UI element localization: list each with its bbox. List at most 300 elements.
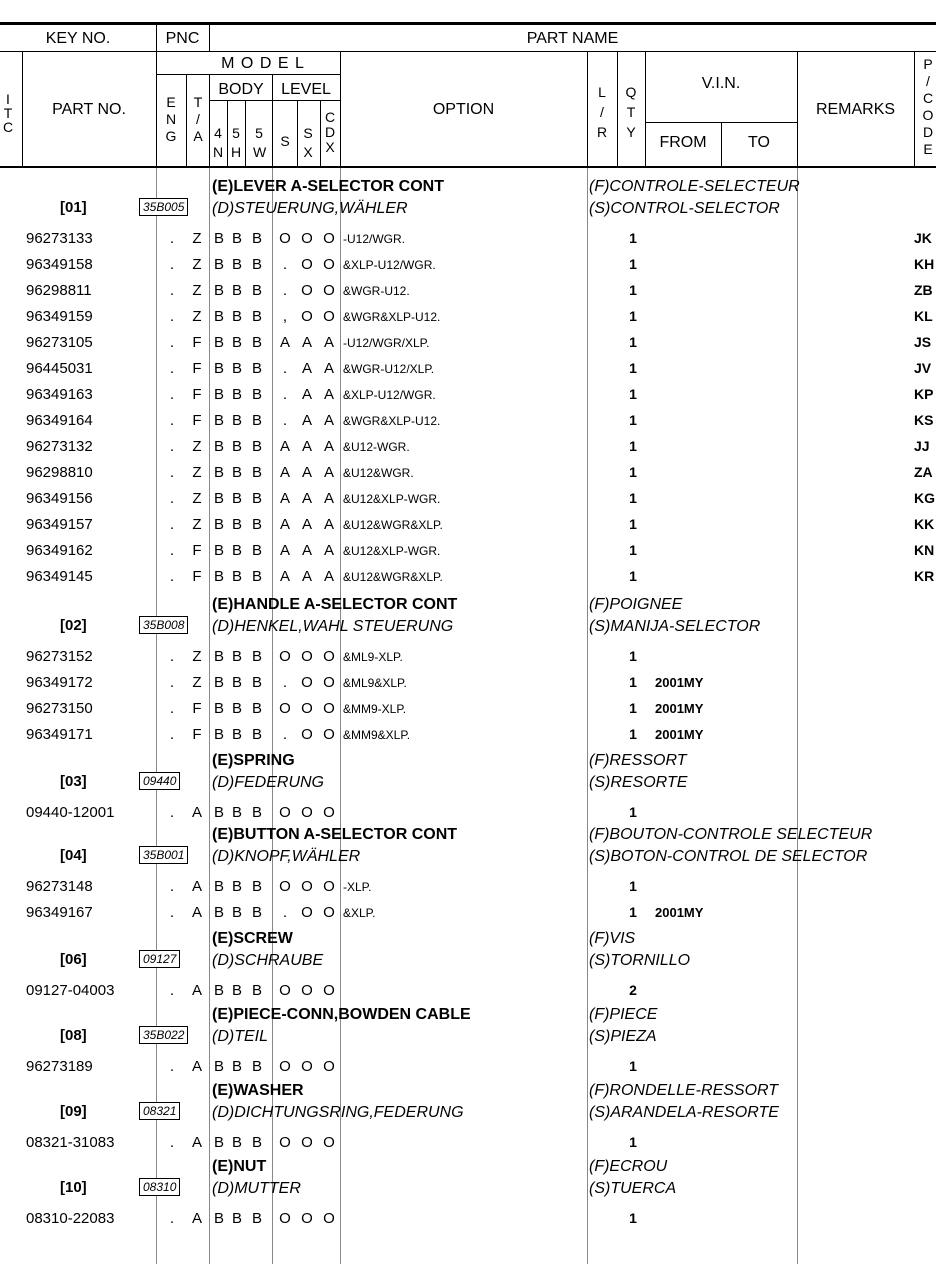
body-code: B bbox=[213, 674, 224, 691]
level-code: O bbox=[279, 700, 291, 717]
header-lr: L / R bbox=[596, 84, 608, 140]
part-code: JS bbox=[914, 334, 932, 350]
part-name-spanish: (S)PIEZA bbox=[589, 1028, 657, 1045]
part-name-english: (E)SCREW bbox=[212, 930, 293, 947]
level-code: A bbox=[323, 334, 334, 351]
body-code: B bbox=[251, 490, 262, 507]
eng-dot: . bbox=[169, 412, 175, 429]
part-code: JJ bbox=[914, 438, 930, 454]
option-code: &ML9&XLP. bbox=[343, 676, 407, 690]
body-code: B bbox=[231, 674, 242, 691]
transmission-code: Z bbox=[192, 648, 202, 665]
body-code: B bbox=[251, 308, 262, 325]
part-name-spanish: (S)ARANDELA-RESORTE bbox=[589, 1104, 779, 1121]
part-number: 96349157 bbox=[26, 516, 93, 533]
quantity: 1 bbox=[629, 804, 637, 820]
pnc-box: 35B001 bbox=[139, 846, 188, 864]
level-code: A bbox=[323, 490, 334, 507]
part-name-spanish: (S)BOTON-CONTROL DE SELECTOR bbox=[589, 848, 868, 865]
part-number: 96349171 bbox=[26, 726, 93, 743]
part-name-french: (F)RONDELLE-RESSORT bbox=[589, 1082, 779, 1099]
col-line-eng bbox=[186, 74, 187, 167]
level-code: O bbox=[323, 804, 335, 821]
part-code: JK bbox=[914, 230, 932, 246]
level-code: O bbox=[279, 878, 291, 895]
quantity: 1 bbox=[629, 360, 637, 376]
pnc-box: 08321 bbox=[139, 1102, 180, 1120]
part-name-german: (D)FEDERUNG bbox=[212, 774, 324, 791]
level-code: O bbox=[323, 726, 335, 743]
part-name-english: (E)WASHER bbox=[212, 1082, 304, 1099]
part-name-spanish: (S)RESORTE bbox=[589, 774, 688, 791]
body-code: B bbox=[213, 412, 224, 429]
transmission-code: A bbox=[191, 982, 202, 999]
quantity: 1 bbox=[629, 490, 637, 506]
part-name-german: (D)KNOPF,WÄHLER bbox=[212, 848, 361, 865]
level-code: O bbox=[323, 282, 335, 299]
eng-dot: . bbox=[169, 878, 175, 895]
eng-dot: . bbox=[169, 648, 175, 665]
level-code: O bbox=[323, 982, 335, 999]
key-number: [09] bbox=[60, 1103, 87, 1120]
body-code: B bbox=[251, 904, 262, 921]
level-code: O bbox=[301, 982, 313, 999]
body-code: B bbox=[231, 282, 242, 299]
level-code: O bbox=[301, 904, 313, 921]
part-code: KG bbox=[914, 490, 935, 506]
body-code: B bbox=[231, 568, 242, 585]
part-name-french: (F)CONTROLE-SELECTEUR bbox=[589, 178, 800, 195]
quantity: 1 bbox=[629, 878, 637, 894]
level-code: O bbox=[279, 804, 291, 821]
part-number: 09440-12001 bbox=[26, 804, 115, 821]
part-name-german: (D)TEIL bbox=[212, 1028, 268, 1045]
level-code: A bbox=[301, 386, 312, 403]
level-code: A bbox=[279, 542, 290, 559]
part-number: 08310-22083 bbox=[26, 1210, 115, 1227]
part-number: 96349158 bbox=[26, 256, 93, 273]
body-code: B bbox=[231, 904, 242, 921]
eng-dot: . bbox=[169, 674, 175, 691]
header-body-5h: 5 H bbox=[230, 125, 242, 160]
level-code: A bbox=[301, 542, 312, 559]
body-code: B bbox=[231, 490, 242, 507]
body-code: B bbox=[213, 282, 224, 299]
level-code: O bbox=[323, 1210, 335, 1227]
eng-dot: . bbox=[169, 256, 175, 273]
quantity: 1 bbox=[629, 904, 637, 920]
level-code: O bbox=[301, 230, 313, 247]
part-number: 96298811 bbox=[26, 282, 92, 299]
quantity: 1 bbox=[629, 308, 637, 324]
eng-dot: . bbox=[169, 490, 175, 507]
rule-model-1 bbox=[156, 74, 340, 75]
transmission-code: Z bbox=[192, 674, 202, 691]
part-code: ZA bbox=[914, 464, 933, 480]
header-level-cdx: C D X bbox=[324, 109, 336, 155]
level-code: A bbox=[323, 464, 334, 481]
key-number: [02] bbox=[60, 617, 87, 634]
level-code: A bbox=[279, 516, 290, 533]
level-code: O bbox=[279, 1134, 291, 1151]
body-code: B bbox=[231, 982, 242, 999]
level-code: A bbox=[279, 490, 290, 507]
part-name-german: (D)SCHRAUBE bbox=[212, 952, 324, 969]
quantity: 1 bbox=[629, 700, 637, 716]
level-code: A bbox=[301, 360, 312, 377]
transmission-code: A bbox=[191, 904, 202, 921]
part-name-french: (F)BOUTON-CONTROLE SELECTEUR bbox=[589, 826, 873, 843]
option-code: &WGR&XLP-U12. bbox=[343, 414, 441, 428]
transmission-code: A bbox=[191, 1058, 202, 1075]
part-code: ZB bbox=[914, 282, 933, 298]
transmission-code: F bbox=[192, 726, 202, 743]
level-code: O bbox=[323, 256, 335, 273]
level-code: A bbox=[301, 516, 312, 533]
option-code: &U12&XLP-WGR. bbox=[343, 492, 441, 506]
transmission-code: F bbox=[192, 412, 202, 429]
body-code: B bbox=[251, 1134, 262, 1151]
eng-dot: . bbox=[169, 438, 175, 455]
body-code: B bbox=[251, 1210, 262, 1227]
eng-dot: . bbox=[169, 568, 175, 585]
quantity: 1 bbox=[629, 230, 637, 246]
level-code: O bbox=[279, 982, 291, 999]
part-number: 96273105 bbox=[26, 334, 93, 351]
body-code: B bbox=[213, 982, 224, 999]
level-code: O bbox=[301, 648, 313, 665]
part-code: KL bbox=[914, 308, 933, 324]
level-code: O bbox=[323, 1058, 335, 1075]
eng-dot: . bbox=[169, 308, 175, 325]
level-code: O bbox=[279, 648, 291, 665]
quantity: 1 bbox=[629, 542, 637, 558]
body-code: B bbox=[231, 804, 242, 821]
body-code: B bbox=[213, 1058, 224, 1075]
header-level: LEVEL bbox=[281, 81, 331, 98]
level-code: A bbox=[323, 438, 334, 455]
part-name-english: (E)PIECE-CONN,BOWDEN CABLE bbox=[212, 1006, 471, 1023]
transmission-code: F bbox=[192, 386, 202, 403]
level-code: . bbox=[282, 726, 288, 743]
eng-dot: . bbox=[169, 804, 175, 821]
body-code: B bbox=[231, 412, 242, 429]
header-level-s: S bbox=[280, 133, 290, 149]
transmission-code: F bbox=[192, 334, 202, 351]
level-code: A bbox=[301, 464, 312, 481]
part-number: 08321-31083 bbox=[26, 1134, 115, 1151]
option-code: &U12&WGR&XLP. bbox=[343, 570, 443, 584]
col-line-pcode bbox=[914, 51, 915, 167]
eng-dot: . bbox=[169, 282, 175, 299]
part-number: 96349159 bbox=[26, 308, 93, 325]
level-code: A bbox=[301, 568, 312, 585]
body-line-lr bbox=[587, 168, 588, 1264]
transmission-code: A bbox=[191, 804, 202, 821]
option-code: &XLP-U12/WGR. bbox=[343, 258, 436, 272]
quantity: 1 bbox=[629, 438, 637, 454]
body-code: B bbox=[251, 982, 262, 999]
body-code: B bbox=[231, 438, 242, 455]
option-code: &WGR-U12. bbox=[343, 284, 410, 298]
key-number: [04] bbox=[60, 847, 87, 864]
body-code: B bbox=[251, 648, 262, 665]
quantity: 1 bbox=[629, 412, 637, 428]
level-code: A bbox=[323, 542, 334, 559]
key-number: [10] bbox=[60, 1179, 87, 1196]
transmission-code: F bbox=[192, 542, 202, 559]
quantity: 1 bbox=[629, 334, 637, 350]
part-name-french: (F)POIGNEE bbox=[589, 596, 683, 613]
part-name-german: (D)DICHTUNGSRING,FEDERUNG bbox=[212, 1104, 464, 1121]
body-code: B bbox=[231, 230, 242, 247]
part-number: 96445031 bbox=[26, 360, 93, 377]
level-code: O bbox=[323, 230, 335, 247]
transmission-code: F bbox=[192, 568, 202, 585]
vin-from: 2001MY bbox=[655, 727, 704, 742]
level-code: O bbox=[301, 1058, 313, 1075]
body-code: B bbox=[213, 878, 224, 895]
body-code: B bbox=[213, 334, 224, 351]
body-code: B bbox=[251, 804, 262, 821]
transmission-code: A bbox=[191, 878, 202, 895]
level-code: A bbox=[301, 334, 312, 351]
header-body-4n: 4 N bbox=[212, 125, 224, 160]
part-name-german: (D)HENKEL,WAHL STEUERUNG bbox=[212, 618, 454, 635]
body-code: B bbox=[213, 542, 224, 559]
part-number: 96349145 bbox=[26, 568, 93, 585]
body-code: B bbox=[251, 878, 262, 895]
part-name-english: (E)SPRING bbox=[212, 752, 295, 769]
header-option: OPTION bbox=[432, 101, 495, 118]
body-code: B bbox=[231, 386, 242, 403]
header-vin: V.I.N. bbox=[701, 75, 741, 92]
quantity: 2 bbox=[629, 982, 637, 998]
header-ta: T / A bbox=[193, 94, 203, 144]
col-line-body-2 bbox=[245, 100, 246, 167]
option-code: &WGR-U12/XLP. bbox=[343, 362, 435, 376]
header-eng: E N G bbox=[165, 94, 177, 144]
body-code: B bbox=[251, 464, 262, 481]
body-code: B bbox=[251, 516, 262, 533]
level-code: O bbox=[323, 904, 335, 921]
option-code: -U12/WGR. bbox=[343, 232, 406, 246]
quantity: 1 bbox=[629, 1134, 637, 1150]
transmission-code: Z bbox=[192, 256, 202, 273]
rule-header-bottom bbox=[0, 166, 936, 168]
part-number: 96349162 bbox=[26, 542, 93, 559]
body-code: B bbox=[213, 726, 224, 743]
part-name-english: (E)NUT bbox=[212, 1158, 267, 1175]
quantity: 1 bbox=[629, 282, 637, 298]
body-line-level bbox=[340, 168, 341, 1264]
transmission-code: Z bbox=[192, 516, 202, 533]
level-code: . bbox=[282, 904, 288, 921]
level-code: O bbox=[323, 1134, 335, 1151]
pnc-box: 08310 bbox=[139, 1178, 180, 1196]
transmission-code: Z bbox=[192, 490, 202, 507]
body-code: B bbox=[231, 1134, 242, 1151]
part-code: KH bbox=[914, 256, 935, 272]
body-code: B bbox=[251, 438, 262, 455]
part-name-spanish: (S)MANIJA-SELECTOR bbox=[589, 618, 761, 635]
part-number: 96349156 bbox=[26, 490, 93, 507]
col-line-level-1 bbox=[297, 100, 298, 167]
option-code: &ML9-XLP. bbox=[343, 650, 403, 664]
header-body-5w: 5 W bbox=[253, 125, 267, 160]
option-code: &U12&WGR&XLP. bbox=[343, 518, 443, 532]
body-code: B bbox=[213, 516, 224, 533]
part-name-spanish: (S)TORNILLO bbox=[589, 952, 691, 969]
body-line-eng bbox=[209, 168, 210, 1264]
header-remarks: REMARKS bbox=[815, 101, 896, 118]
body-code: B bbox=[213, 700, 224, 717]
body-code: B bbox=[251, 542, 262, 559]
part-code: KP bbox=[914, 386, 934, 402]
pnc-box: 09127 bbox=[139, 950, 180, 968]
option-code: &U12-WGR. bbox=[343, 440, 410, 454]
transmission-code: A bbox=[191, 1210, 202, 1227]
eng-dot: . bbox=[169, 516, 175, 533]
body-code: B bbox=[231, 878, 242, 895]
part-name-german: (D)MUTTER bbox=[212, 1180, 301, 1197]
body-code: B bbox=[213, 568, 224, 585]
body-code: B bbox=[213, 464, 224, 481]
body-code: B bbox=[213, 904, 224, 921]
level-code: O bbox=[301, 700, 313, 717]
transmission-code: Z bbox=[192, 282, 202, 299]
eng-dot: . bbox=[169, 1210, 175, 1227]
body-code: B bbox=[231, 256, 242, 273]
option-code: &WGR&XLP-U12. bbox=[343, 310, 441, 324]
part-number: 96349164 bbox=[26, 412, 93, 429]
body-code: B bbox=[213, 360, 224, 377]
part-name-english: (E)LEVER A-SELECTOR CONT bbox=[212, 178, 445, 195]
transmission-code: Z bbox=[192, 438, 202, 455]
transmission-code: A bbox=[191, 1134, 202, 1151]
part-number: 96273148 bbox=[26, 878, 93, 895]
level-code: A bbox=[323, 568, 334, 585]
eng-dot: . bbox=[169, 386, 175, 403]
quantity: 1 bbox=[629, 1058, 637, 1074]
eng-dot: . bbox=[169, 230, 175, 247]
key-number: [01] bbox=[60, 199, 87, 216]
body-code: B bbox=[251, 360, 262, 377]
level-code: A bbox=[323, 386, 334, 403]
part-name-french: (F)PIECE bbox=[589, 1006, 658, 1023]
transmission-code: Z bbox=[192, 308, 202, 325]
quantity: 1 bbox=[629, 568, 637, 584]
col-line-body-1 bbox=[227, 100, 228, 167]
quantity: 1 bbox=[629, 726, 637, 742]
quantity: 1 bbox=[629, 256, 637, 272]
level-code: O bbox=[301, 1134, 313, 1151]
header-body: BODY bbox=[218, 81, 264, 98]
level-code: A bbox=[279, 568, 290, 585]
part-number: 96349167 bbox=[26, 904, 93, 921]
transmission-code: Z bbox=[192, 464, 202, 481]
body-code: B bbox=[231, 726, 242, 743]
level-code: O bbox=[301, 256, 313, 273]
col-line-lr bbox=[587, 51, 588, 167]
body-code: B bbox=[251, 412, 262, 429]
eng-dot: . bbox=[169, 1058, 175, 1075]
col-line-level-2 bbox=[320, 100, 321, 167]
body-code: B bbox=[231, 648, 242, 665]
body-code: B bbox=[213, 386, 224, 403]
vin-from: 2001MY bbox=[655, 905, 704, 920]
level-code: O bbox=[301, 674, 313, 691]
eng-dot: . bbox=[169, 360, 175, 377]
quantity: 1 bbox=[629, 674, 637, 690]
body-code: B bbox=[251, 256, 262, 273]
level-code: A bbox=[323, 412, 334, 429]
level-code: . bbox=[282, 282, 288, 299]
level-code: O bbox=[301, 308, 313, 325]
level-code: . bbox=[282, 386, 288, 403]
body-code: B bbox=[231, 1058, 242, 1075]
body-code: B bbox=[251, 230, 262, 247]
option-code: &XLP. bbox=[343, 906, 376, 920]
part-code: KR bbox=[914, 568, 935, 584]
pnc-box: 35B008 bbox=[139, 616, 188, 634]
key-number: [06] bbox=[60, 951, 87, 968]
level-code: A bbox=[301, 438, 312, 455]
level-code: A bbox=[301, 490, 312, 507]
body-code: B bbox=[251, 674, 262, 691]
header-pnc: PNC bbox=[165, 30, 200, 47]
part-name-english: (E)BUTTON A-SELECTOR CONT bbox=[212, 826, 458, 843]
body-code: B bbox=[251, 726, 262, 743]
level-code: O bbox=[301, 878, 313, 895]
body-code: B bbox=[231, 542, 242, 559]
part-name-spanish: (S)CONTROL-SELECTOR bbox=[589, 200, 780, 217]
level-code: O bbox=[323, 878, 335, 895]
level-code: O bbox=[279, 230, 291, 247]
eng-dot: . bbox=[169, 464, 175, 481]
eng-dot: . bbox=[169, 904, 175, 921]
part-name-german: (D)STEUERUNG,WÄHLER bbox=[212, 200, 408, 217]
body-code: B bbox=[213, 1210, 224, 1227]
body-code: B bbox=[213, 256, 224, 273]
option-code: &MM9&XLP. bbox=[343, 728, 411, 742]
rule-header-1 bbox=[0, 51, 936, 52]
transmission-code: Z bbox=[192, 230, 202, 247]
body-code: B bbox=[251, 700, 262, 717]
level-code: . bbox=[282, 256, 288, 273]
level-code: A bbox=[279, 438, 290, 455]
option-code: -U12/WGR/XLP. bbox=[343, 336, 430, 350]
body-line-pnc bbox=[156, 168, 157, 1264]
vin-from: 2001MY bbox=[655, 675, 704, 690]
quantity: 1 bbox=[629, 1210, 637, 1226]
part-name-french: (F)VIS bbox=[589, 930, 636, 947]
body-line-remarks bbox=[797, 168, 798, 1264]
eng-dot: . bbox=[169, 726, 175, 743]
header-key-no: KEY NO. bbox=[45, 30, 111, 47]
header-part-no: PART NO. bbox=[52, 101, 126, 118]
body-code: B bbox=[231, 464, 242, 481]
level-code: A bbox=[323, 360, 334, 377]
body-code: B bbox=[251, 282, 262, 299]
key-number: [03] bbox=[60, 773, 87, 790]
part-number: 96349172 bbox=[26, 674, 93, 691]
eng-dot: . bbox=[169, 542, 175, 559]
level-code: O bbox=[323, 700, 335, 717]
part-number: 96273152 bbox=[26, 648, 93, 665]
part-number: 96273189 bbox=[26, 1058, 93, 1075]
body-code: B bbox=[231, 308, 242, 325]
